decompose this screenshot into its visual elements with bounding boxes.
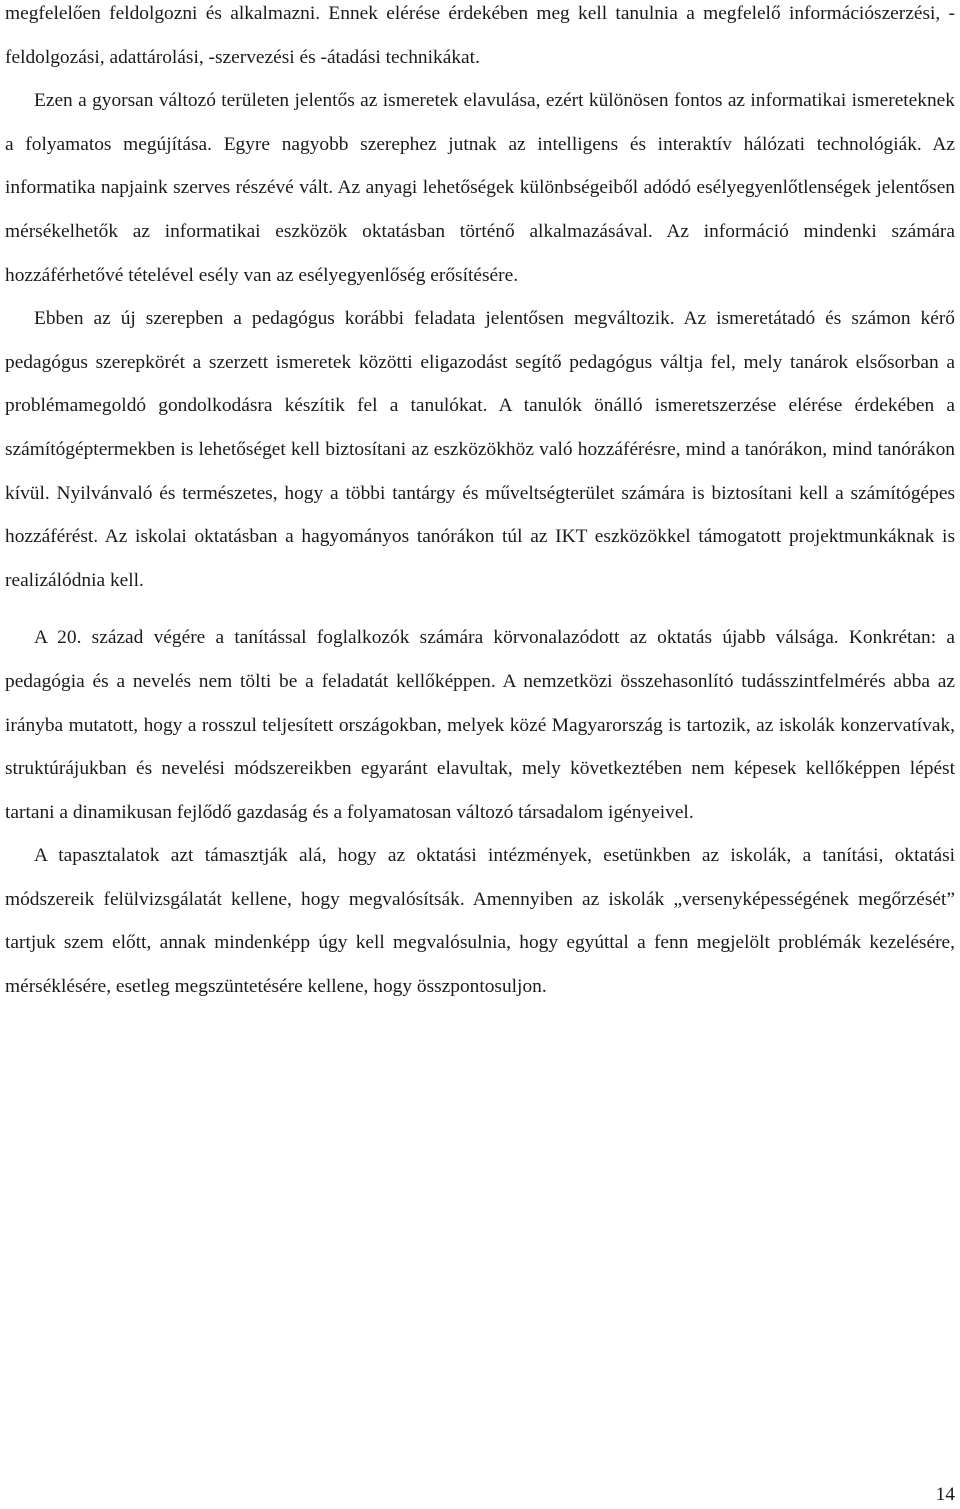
paragraph-education-crisis: A 20. század végére a tanítással foglalkozók számára körvonalazódott az oktatás újabb válsága. Konkrétan: a pedagógia és a nevelés nem tölti be a feladatát kellőképpen. A nemzetközi összehasonlító tudásszintfelmérés abba az irányba mutatott, hogy a rosszul teljesített országokban, melyek közé Magyarország is tartozik, az iskolák konzervatívak, struktúrájukban és nevelési módszereikben egyaránt elavultak, mely következtében nem képesek kellőképpen lépést tartani a dinamikusan fejlődő gazdaság és a folyamatosan változó társadalom igényeivel. bbox=[5, 627, 955, 823]
page-number: 14 bbox=[935, 1484, 955, 1505]
paragraph-informatics: Ezen a gyorsan változó területen jelentős az ismeretek elavulása, ezért különösen fontos az informatikai ismereteknek a folyamatos megújítása. Egyre nagyobb szerephez jutnak az intelligens és interaktív hálózati technológiák. Az informatika napjaink szerves részévé vált. Az anyagi lehetőségek különbségeiből adódó esélyegyenlőtlenségek jelentősen mérsékelhetők az informatikai eszközök oktatásban történő alkalmazásával. Az információ mindenki számára hozzáférhetővé tételével esély van az esélyegyenlőség erősítésére. bbox=[5, 90, 955, 286]
paragraph-teacher-role: Ebben az új szerepben a pedagógus korábbi feladata jelentősen megváltozik. Az ismeretátadó és számon kérő pedagógus szerepkörét a szerzett ismeretek közötti eligazodást segítő pedagógus váltja fel, mely tanárok elsősorban a problémamegoldó gondolkodásra készítik fel a tanulókat. A tanulók önálló ismeretszerzése elérése érdekében a számítógéptermekben is lehetőséget kell biztosítani az eszközökhöz való hozzáférésre, mind a tanórákon, mind tanórákon kívül. Nyilvánvaló és természetes, hogy a többi tantárgy és műveltségterület számára is biztosítani kell a számítógépes hozzáférést. Az iskolai oktatásban a hagyományos tanórákon túl az IKT eszközökkel támogatott projektmunkáknak is realizálódnia kell. bbox=[5, 308, 955, 591]
page-body bbox=[5, 0, 955, 1009]
paragraph-continuation: megfelelően feldolgozni és alkalmazni. Ennek elérése érdekében meg kell tanulnia a megfelelő információszerzési, -feldolgozási, adattárolási, -szervezési és -átadási technikákat. bbox=[5, 3, 955, 68]
paragraph-experience: A tapasztalatok azt támasztják alá, hogy az oktatási intézmények, esetünkben az iskolák, a tanítási, oktatási módszereik felülvizsgálatát kellene, hogy megvalósítsák. Amennyiben az iskolák „versenyképességének megőrzését” tartjuk szem előtt, annak mindenképp úgy kell megvalósulnia, hogy egyúttal a fenn megjelölt problémák kezelésére, mérséklésére, esetleg megszüntetésére kellene, hogy összpontosuljon. bbox=[5, 845, 955, 998]
